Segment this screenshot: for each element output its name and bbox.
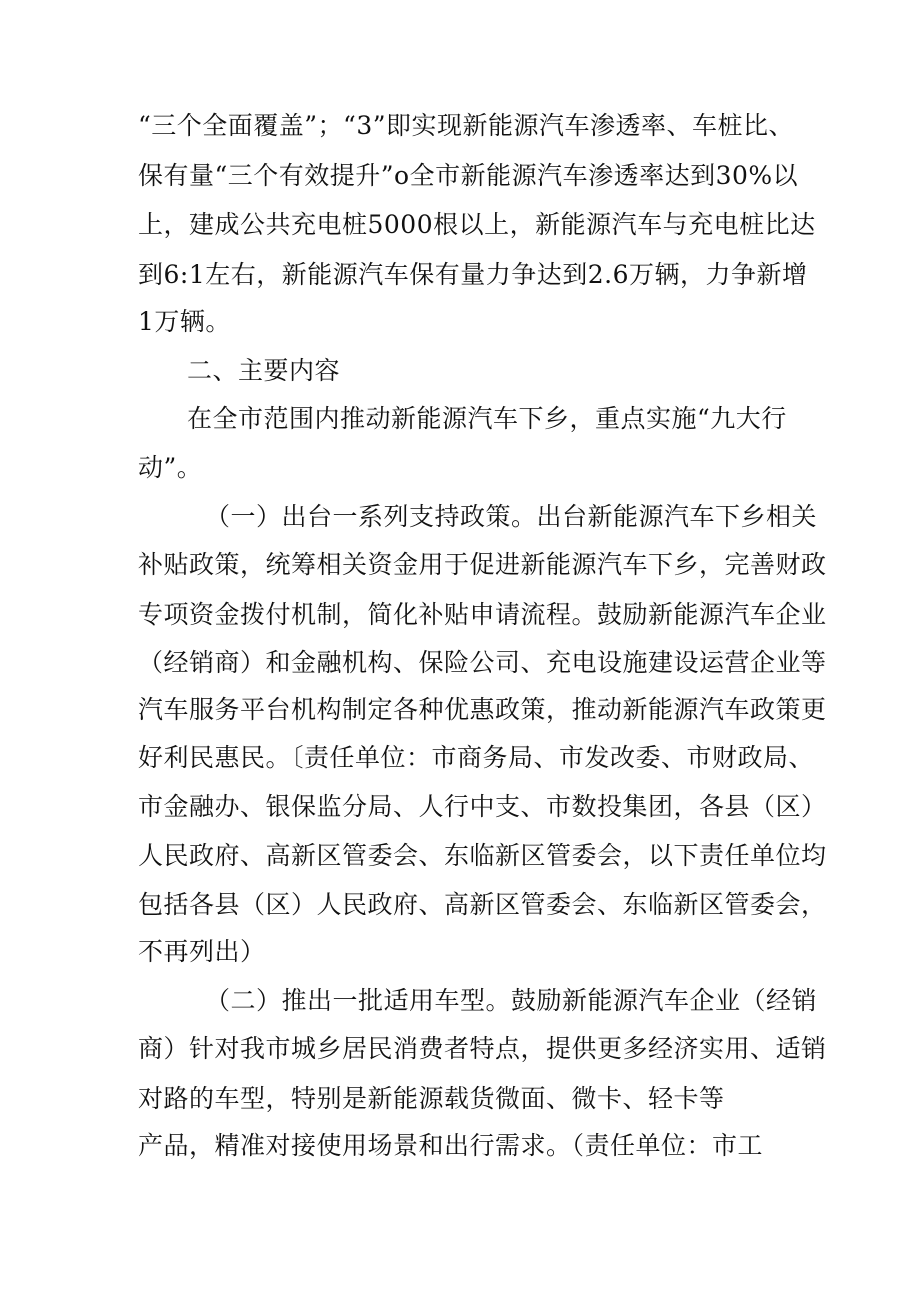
text-line: “三个全面覆盖”；“3”即实现新能源汽车渗透率、车桩比、 <box>138 111 795 140</box>
text-line: （经销商）和金融机构、保险公司、充电设施建设运营企业等 <box>138 648 827 677</box>
text-line: 不再列出） <box>138 937 266 966</box>
text-line: 补贴政策，统筹相关资金用于促进新能源汽车下乡，完善财政 <box>138 550 827 579</box>
text-line: 市金融办、银保监分局、人行中支、市数投集团，各县（区） <box>138 792 827 821</box>
text-line: 包括各县（区）人民政府、高新区管委会、东临新区管委会， <box>138 890 827 919</box>
text-line: 好利民惠民。〔责任单位：市商务局、市发改委、市财政局、 <box>138 743 815 772</box>
text-line: （一）出台一系列支持政策。出台新能源汽车下乡相关 <box>205 502 818 531</box>
text-line: 保有量“三个有效提升”o全市新能源汽车渗透率达到30%以 <box>138 161 799 190</box>
text-line: 汽车服务平台机构制定各种优惠政策，推动新能源汽车政策更 <box>138 695 827 724</box>
text-line: 1万辆。 <box>138 307 231 336</box>
text-line: 专项资金拨付机制，简化补贴申请流程。鼓励新能源汽车企业 <box>138 600 827 629</box>
text-line: 产品，精准对接使用场景和出行需求。（责任单位：市工 <box>138 1131 764 1160</box>
text-line: （二）推出一批适用车型。鼓励新能源汽车企业（经销 <box>205 986 818 1015</box>
section-heading: 二、主要内容 <box>187 356 341 385</box>
text-line: 对路的车型，特别是新能源载货微面、微卡、轻卡等 <box>138 1084 725 1113</box>
text-line: 人民政府、高新区管委会、东临新区管委会，以下责任单位均 <box>138 841 827 870</box>
text-line: 在全市范围内推动新能源汽车下乡，重点实施“九大行 <box>187 404 787 433</box>
text-line: 上，建成公共充电桩5000根以上，新能源汽车与充电桩比达 <box>138 210 816 239</box>
text-line: 到6:1左右，新能源汽车保有量力争达到2.6万辆，力争新增 <box>138 260 808 289</box>
text-line: 商）针对我市城乡居民消费者特点，提供更多经济实用、适销 <box>138 1034 827 1063</box>
text-line: 动”。 <box>138 453 203 482</box>
